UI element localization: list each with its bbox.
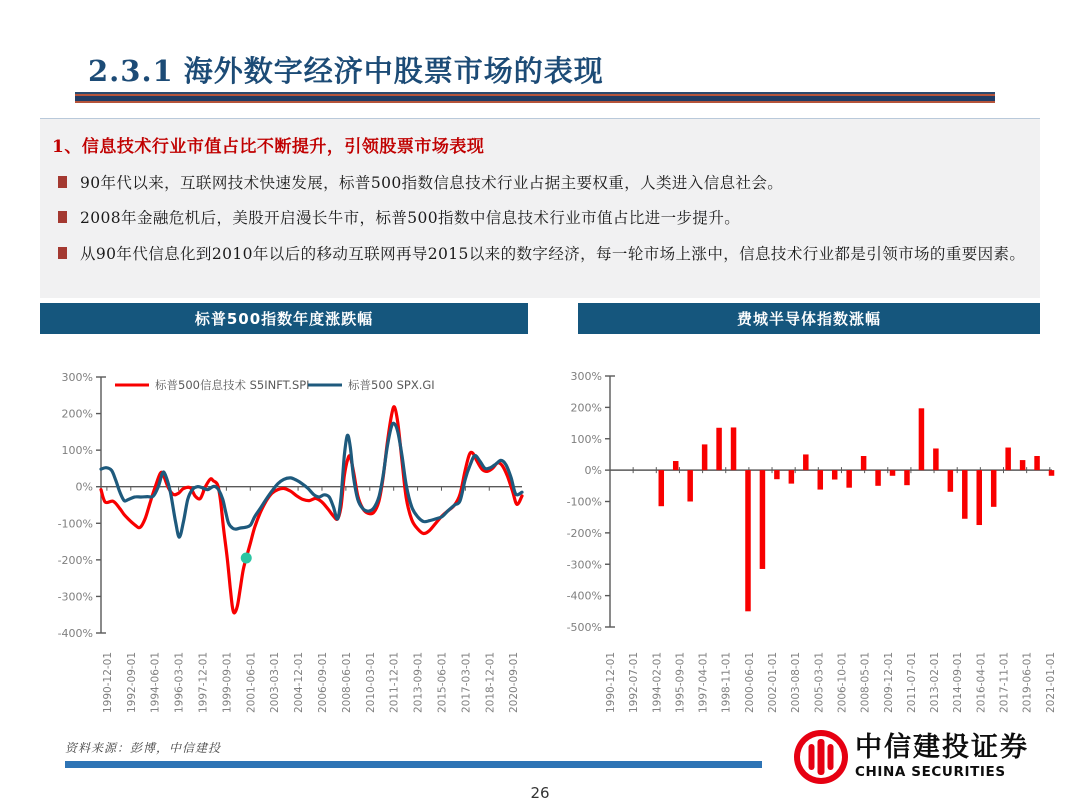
svg-text:-200%: -200% [566, 526, 602, 540]
svg-text:2000-06-01: 2000-06-01 [743, 651, 756, 713]
svg-text:2010-03-01: 2010-03-01 [364, 651, 377, 713]
svg-text:2021-01-01: 2021-01-01 [1044, 651, 1057, 713]
svg-text:2013-02-01: 2013-02-01 [929, 651, 942, 713]
bullet-square-icon [58, 211, 67, 223]
title-underline-rule [75, 92, 995, 103]
svg-text:200%: 200% [61, 407, 93, 421]
svg-text:2008-06-01: 2008-06-01 [340, 651, 353, 713]
bullet-text: 2008年金融危机后，美股开启漫长牛市，标普500指数中信息技术行业市值占比进一步提升。 [80, 209, 741, 228]
svg-text:1990-12-01: 1990-12-01 [605, 651, 617, 713]
svg-text:2004-12-01: 2004-12-01 [293, 651, 306, 713]
logo-name-cn: 中信建投证券 [855, 732, 1029, 764]
svg-text:200%: 200% [570, 401, 602, 415]
svg-text:2002-01-01: 2002-01-01 [767, 651, 780, 713]
svg-text:2006-10-01: 2006-10-01 [836, 651, 849, 713]
svg-text:1999-09-01: 1999-09-01 [221, 651, 234, 713]
svg-text:100%: 100% [61, 444, 93, 458]
svg-text:2011-07-01: 2011-07-01 [905, 651, 918, 713]
svg-text:1997-12-01: 1997-12-01 [197, 651, 210, 713]
svg-text:-200%: -200% [57, 553, 93, 567]
key-points-heading: 1、信息技术行业市值占比不断提升，引领股票市场表现 [52, 137, 485, 157]
svg-text:1997-04-01: 1997-04-01 [697, 651, 710, 713]
page-number: 26 [530, 784, 550, 802]
bullet-square-icon [58, 176, 67, 188]
svg-text:2014-09-01: 2014-09-01 [952, 651, 965, 713]
logo-name-en: CHINA SECURITIES [855, 763, 1006, 780]
svg-text:标普500信息技术 S5INFT.SPI: 标普500信息技术 S5INFT.SPI [155, 378, 310, 392]
source-note: 资料来源：彭博，中信建投 [65, 741, 222, 755]
svg-text:2003-03-01: 2003-03-01 [269, 651, 282, 713]
section-number: 2.3.1 [88, 54, 174, 89]
svg-text:2016-04-01: 2016-04-01 [975, 651, 988, 713]
sp500-yearly-change-line-chart [40, 345, 543, 745]
svg-text:1992-07-01: 1992-07-01 [628, 651, 641, 713]
svg-text:-300%: -300% [57, 590, 93, 604]
svg-text:300%: 300% [61, 371, 93, 384]
bullet-item [52, 207, 1026, 229]
svg-text:100%: 100% [570, 432, 602, 446]
svg-text:1992-09-01: 1992-09-01 [125, 651, 138, 713]
svg-text:-100%: -100% [566, 495, 602, 509]
svg-text:2009-12-01: 2009-12-01 [882, 651, 895, 713]
svg-text:2018-12-01: 2018-12-01 [484, 651, 497, 713]
svg-text:2006-09-01: 2006-09-01 [316, 651, 329, 713]
svg-text:2003-08-01: 2003-08-01 [790, 651, 803, 713]
svg-text:2020-09-01: 2020-09-01 [508, 651, 521, 713]
svg-text:2015-06-01: 2015-06-01 [436, 651, 449, 713]
svg-text:1994-06-01: 1994-06-01 [149, 651, 162, 713]
svg-text:标普500 SPX.GI: 标普500 SPX.GI [348, 378, 435, 392]
svg-text:-100%: -100% [57, 517, 93, 531]
svg-text:2017-03-01: 2017-03-01 [460, 651, 473, 713]
svg-text:1996-03-01: 1996-03-01 [173, 651, 186, 713]
svg-text:2019-06-01: 2019-06-01 [1021, 651, 1034, 713]
svg-text:-300%: -300% [566, 558, 602, 572]
svg-text:2013-09-01: 2013-09-01 [412, 651, 425, 713]
svg-text:-400%: -400% [566, 589, 602, 603]
svg-text:-400%: -400% [57, 627, 93, 640]
bullet-item [52, 172, 1026, 194]
philadelphia-semiconductor-bar-chart [545, 345, 1068, 745]
bullet-text: 90年代以来，互联网技术快速发展，标普500指数信息技术行业占据主要权重，人类进入信息社会。 [80, 174, 784, 192]
bullet-square-icon [58, 247, 67, 259]
company-logo [793, 729, 1029, 785]
citic-logo-icon [793, 729, 849, 785]
section-title-text: 海外数字经济中股票市场的表现 [183, 54, 604, 89]
footer-rule [65, 761, 762, 768]
chart-title-sox: 费城半导体指数涨幅 [578, 303, 1040, 334]
svg-text:2011-12-01: 2011-12-01 [388, 651, 401, 713]
svg-text:0%: 0% [75, 480, 93, 494]
page-title [88, 49, 1028, 90]
svg-text:2001-06-01: 2001-06-01 [245, 651, 258, 713]
svg-text:-500%: -500% [566, 621, 602, 634]
svg-text:2017-11-01: 2017-11-01 [998, 651, 1011, 713]
svg-text:1994-02-01: 1994-02-01 [651, 651, 664, 713]
chart-title-sp500: 标普500指数年度涨跌幅 [40, 303, 528, 334]
logo-text [855, 734, 1029, 779]
svg-text:1990-12-01: 1990-12-01 [101, 651, 114, 713]
svg-text:1998-11-01: 1998-11-01 [720, 651, 733, 713]
svg-text:0%: 0% [584, 464, 602, 478]
bullet-item [52, 243, 1026, 265]
svg-text:2005-03-01: 2005-03-01 [813, 651, 826, 713]
svg-text:300%: 300% [570, 370, 602, 383]
svg-text:2008-05-01: 2008-05-01 [859, 651, 872, 713]
svg-text:1995-09-01: 1995-09-01 [674, 651, 687, 713]
key-points-box [40, 118, 1040, 298]
bullet-text: 从90年代信息化到2010年以后的移动互联网再导2015以来的数字经济，每一轮市场上涨中，信息技术行业都是引领市场的重要因素。 [80, 244, 1026, 263]
rule-line [75, 101, 995, 103]
